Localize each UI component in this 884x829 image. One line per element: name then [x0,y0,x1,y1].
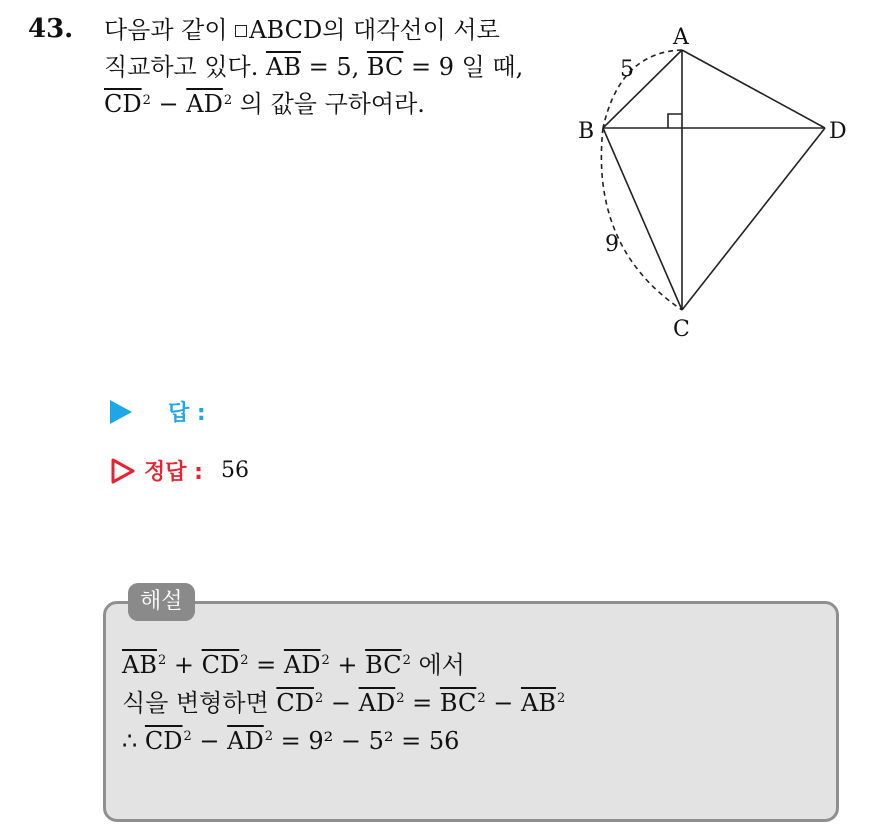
solution-text-part: 에서 [410,651,465,679]
question-line-3 [104,86,523,123]
question-text-part: 의 값을 구하여라. [232,90,425,118]
exponent: 2 [240,653,249,668]
operator: − [150,90,187,118]
answer-label: 답 : [168,401,206,426]
operator: − [191,727,228,755]
operator: − [323,689,359,717]
segment-cd: $\overline{CD}$ [104,90,142,118]
exponent: 2 [314,691,324,706]
edge-ab [603,50,682,128]
vertex-label-b: B [578,119,595,144]
vertex-label-a: A [673,25,689,50]
solution-line-3 [122,722,565,760]
question-text-part: = 5, [300,53,367,81]
quadrilateral-figure [560,18,860,348]
length-label-ab: 5 [620,57,634,82]
solution-line-1 [122,646,565,684]
exponent: 2 [556,691,566,706]
play-triangle-icon [110,400,132,424]
solution-result: = 9² − 5² = 56 [273,727,460,755]
exponent: 2 [142,93,151,108]
exponent: 2 [157,653,167,668]
exponent: 2 [223,93,233,108]
operator: + [166,651,202,679]
edge-bc [603,128,682,310]
edge-ad [682,50,825,128]
segment-ad: $\overline{AD}$ [358,689,396,717]
exponent: 2 [396,691,405,706]
solution-text [122,646,565,760]
segment-cd: $\overline{CD}$ [201,651,240,679]
answer-row [110,396,206,427]
question-line-1 [104,12,523,49]
operator: + [329,651,366,679]
right-angle-mark-icon [668,114,682,128]
outline-triangle-icon [110,457,136,485]
correct-answer-label: 정답 : [144,460,203,485]
segment-ab: $\overline{AB}$ [266,53,301,81]
segment-cd: $\overline{CD}$ [276,689,314,717]
correct-answer-value: 56 [220,458,249,483]
segment-bc: $\overline{BC}$ [365,651,402,679]
question-text-part: 다음과 같이 [104,16,236,44]
question-text [104,12,523,123]
therefore-symbol: ∴ [122,727,145,755]
exponent: 2 [183,729,192,744]
question-line-2 [104,49,523,86]
exponent: 2 [264,729,274,744]
segment-ad: $\overline{AD}$ [283,651,321,679]
solution-tag: 해설 [128,583,195,621]
length-label-bc: 9 [605,232,619,257]
vertex-label-c: C [673,317,690,342]
exponent: 2 [321,653,330,668]
segment-ab: $\overline{AB}$ [122,651,157,679]
operator: = [248,651,284,679]
square-symbol-icon [235,25,247,37]
question-text-part: = 9 일 때, [403,53,524,81]
segment-ad: $\overline{AD}$ [227,727,264,755]
question-number: 43. [28,14,74,44]
exponent: 2 [477,691,486,706]
segment-ad: $\overline{AD}$ [186,90,223,118]
question-text-part: 직교하고 있다. [104,53,266,81]
vertex-label-d: D [829,119,847,144]
solution-text-part: 식을 변형하면 [122,689,277,717]
operator: − [485,689,521,717]
operator: = [404,689,440,717]
solution-line-2 [122,684,565,722]
correct-answer-row [110,455,249,486]
question-text-part: ABCD의 대각선이 서로 [249,16,500,44]
segment-ab: $\overline{AB}$ [520,689,556,717]
segment-cd: $\overline{CD}$ [144,727,183,755]
edge-cd [682,128,825,310]
exponent: 2 [402,653,411,668]
segment-bc: $\overline{BC}$ [439,689,477,717]
segment-bc: $\overline{BC}$ [366,53,404,81]
